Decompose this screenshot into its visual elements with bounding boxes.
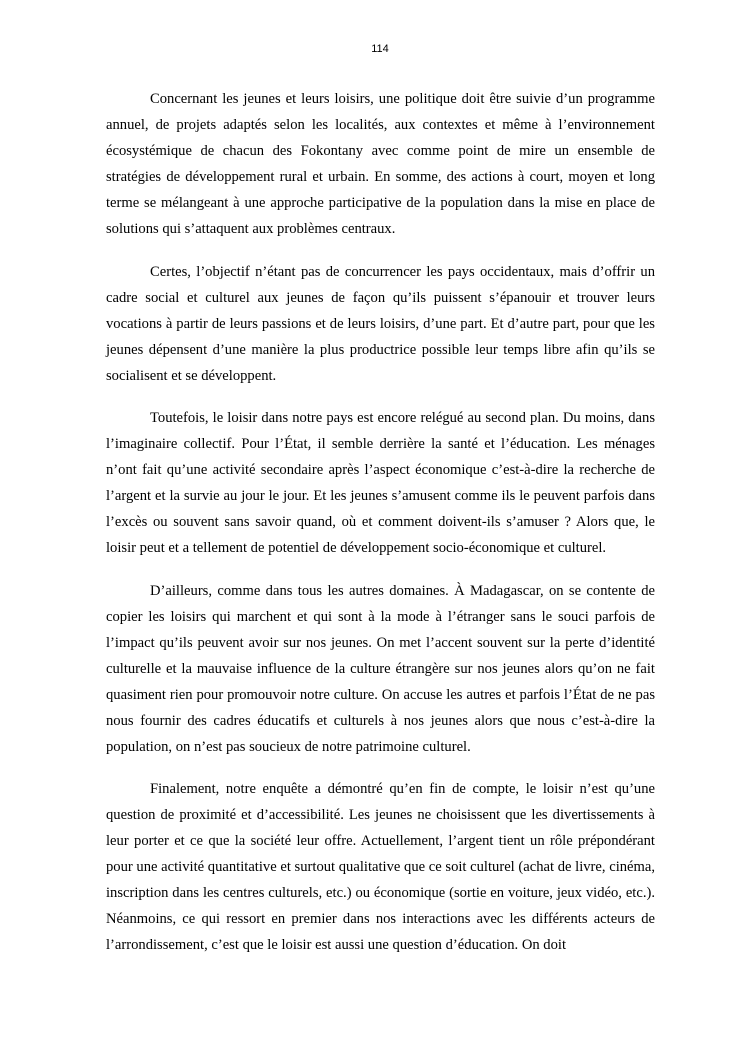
paragraph-2: Certes, l’objectif n’étant pas de concurrencer les pays occidentaux, mais d’offrir un cadre social et culturel aux jeunes de façon qu’ils puissent s’épanouir et trouver leurs vocations à partir de leurs passions et de leurs loisirs, d’une part. Et d’autre part, pour que les jeunes dépensent d’une manière la plus productrice possible leur temps libre afin qu’ils se socialisent et se développent. [106, 263, 655, 384]
paragraph-1: Concernant les jeunes et leurs loisirs, une politique doit être suivie d’un programme annuel, de projets adaptés selon les localités, aux contextes et même à l’environnement écosystémique de chacun des Fokontany avec comme point de mire un ensemble de stratégies de développement rural et urbain. En somme, des actions à court, moyen et long terme se mélangeant à une approche participative de la population dans la mise en place de solutions qui s’attaquent aux problèmes centraux. [106, 91, 655, 237]
page-number: 114 [371, 43, 389, 55]
paragraph-4: D’ailleurs, comme dans tous les autres domaines. À Madagascar, on se contente de copier les loisirs qui marchent et qui sont à la mode à l’étranger sans le souci parfois de l’impact qu’ils peuvent avoir sur nos jeunes. On met l’accent souvent sur la perte d’identité culturelle et la mauvaise influence de la culture étrangère sur nos jeunes alors qu’on ne fait quasiment rien pour promouvoir notre culture. On accuse les autres et parfois l’État de ne pas nous fournir des cadres éducatifs et culturels à nos jeunes alors que nous c’est-à-dire la population, on n’est pas soucieux de notre patrimoine culturel. [106, 582, 655, 755]
paragraph-3: Toutefois, le loisir dans notre pays est encore relégué au second plan. Du moins, dans l’imaginaire collectif. Pour l’État, il semble derrière la santé et l’éducation. Les ménages n’ont fait qu’une activité secondaire après l’aspect économique c’est-à-dire la recherche de l’argent et la survie au jour le jour. Et les jeunes s’amusent comme ils le peuvent parfois dans l’excès ou souvent sans savoir quand, où et comment doivent-ils s’amuser ? Alors que, le loisir peut et a tellement de potentiel de développement socio-économique et culturel. [106, 410, 655, 556]
body-text [106, 86, 655, 975]
paragraph-5: Finalement, notre enquête a démontré qu’en fin de compte, le loisir n’est qu’une question de proximité et d’accessibilité. Les jeunes ne choisissent que les divertissements à leur porter et ce que la société leur offre. Actuellement, l’argent tient un rôle prépondérant pour une activité quantitative et surtout qualitative que ce soit culturel (achat de livre, cinéma, inscription dans les centres culturels, etc.) ou économique (sortie en voiture, jeux vidéo, etc.). Néanmoins, ce qui ressort en premier dans nos interactions avec les différents acteurs de l’arrondissement, c’est que le loisir est aussi une question d’éducation. On doit [106, 781, 655, 953]
